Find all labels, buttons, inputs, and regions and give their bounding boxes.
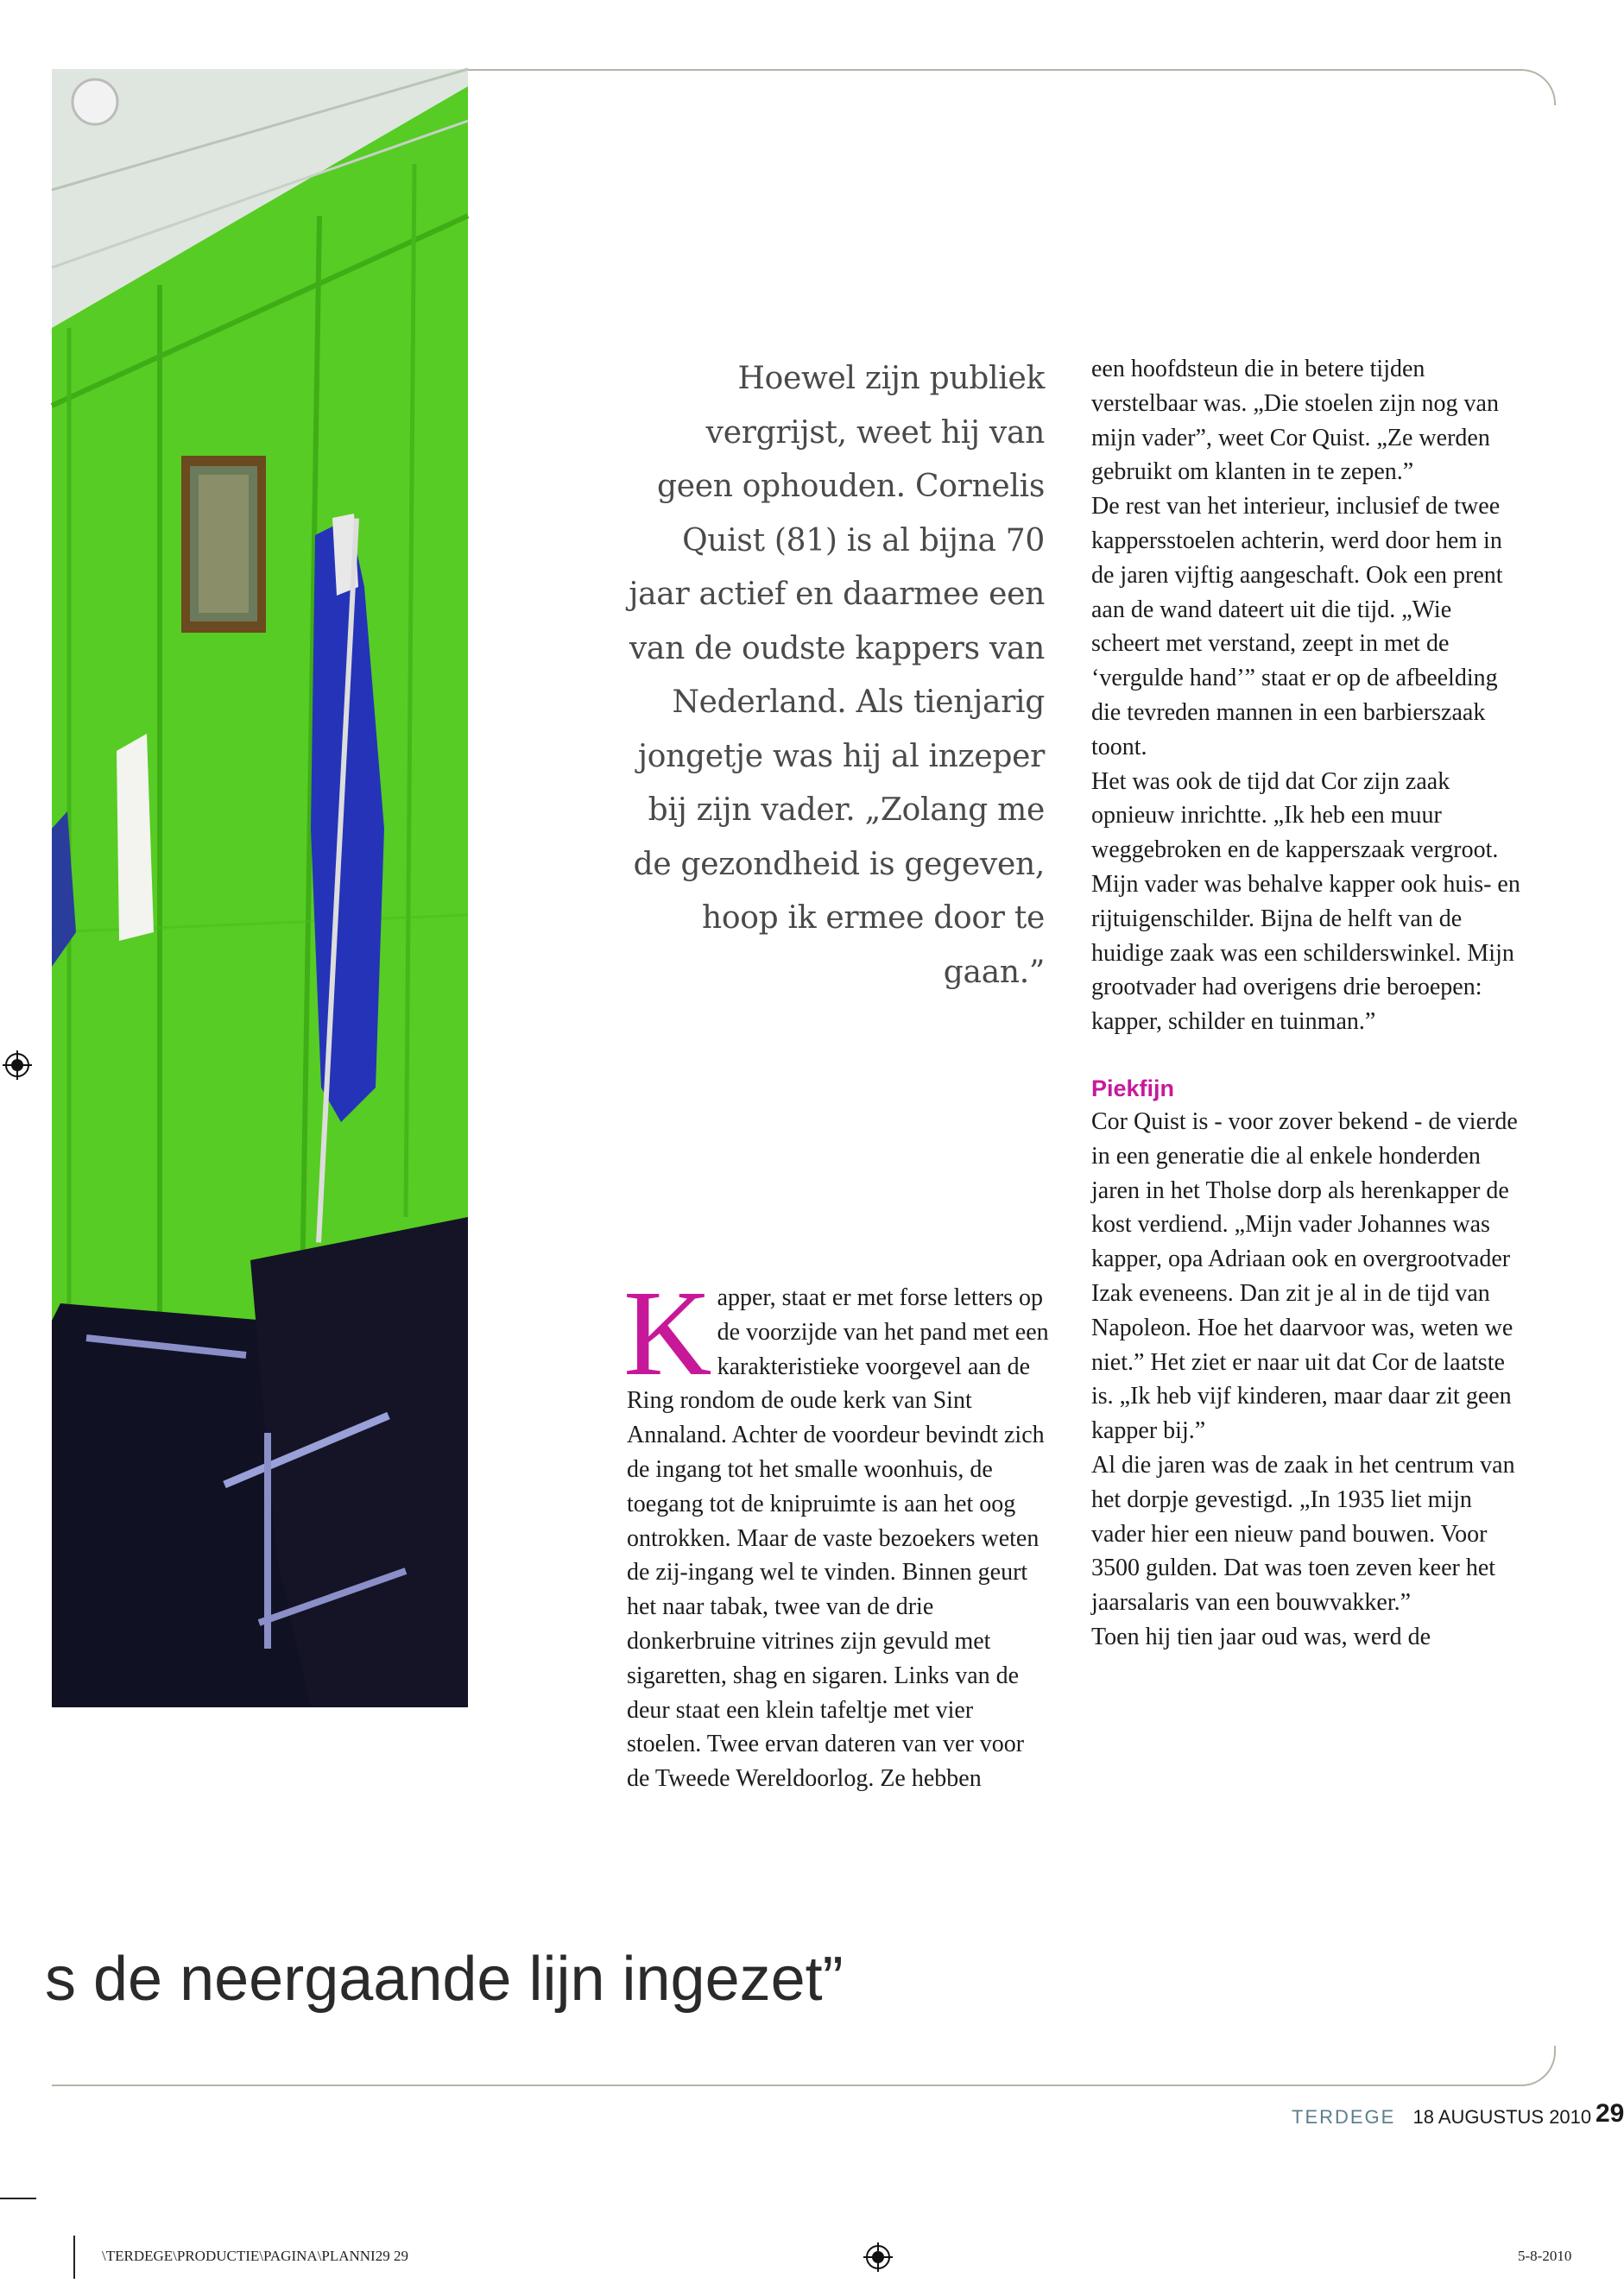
- pull-quote: Hoewel zijn publiek vergrijst, weet hij van geen ophouden. Cornelis Quist (81) is al bijna 70 jaar actief en daarmee een van de oudste kappers van Nederland. Als tienjarig jongetje was hij al inzeper bij zijn vader. „Zolang me de gezondheid is gegeven, hoop ik ermee door te gaan.”: [629, 361, 1045, 990]
- article-paragraph: Al die jaren was de zaak in het centrum van het dorpje gevestigd. „In 1935 liet mijn vader hier een nieuw pand bouwen. Voor 3500 gulden. Dat was toen zeven keer het jaarsalaris van een bouwvakker.”: [1091, 1451, 1515, 1617]
- page-frame-bottom: [52, 2046, 1556, 2086]
- article-paragraph: een hoofdsteun die in betere tijden verstelbaar was. „Die stoelen zijn nog van mijn vader”, weet Cor Quist. „Ze werden gebruikt om klanten in te zepen.”: [1091, 356, 1499, 486]
- magazine-name: TERDEGE: [1292, 2106, 1396, 2128]
- crop-mark: [73, 2236, 75, 2279]
- print-slug-path: \TERDEGE\PRODUCTIE\PAGINA\PLANNI29 29: [102, 2248, 408, 2264]
- page-folio: [1292, 2099, 1624, 2130]
- barbershop-photo: [52, 69, 468, 1707]
- issue-date: 18 AUGUSTUS 2010: [1412, 2106, 1592, 2128]
- article-paragraph: Cor Quist is - voor zover bekend - de vierde in een generatie die al enkele honderden jaren in het Tholse dorp als herenkapper de kost verdiend. „Mijn vader Johannes was kapper, opa Adriaan ook en overgrootvader Izak eveneens. Dan zit je al in de tijd van Napoleon. Hoe het daarvoor was, weten we niet.” Het ziet er naar uit dat Cor de laatste is. „Ik heb vijf kinderen, maar daar zit geen kapper bij.”: [1091, 1107, 1518, 1445]
- article-paragraph: Toen hij tien jaar oud was, werd de: [1091, 1623, 1431, 1650]
- headline: de neergaande lijn ingezet”: [93, 1945, 844, 2014]
- crop-mark: [0, 2198, 36, 2199]
- article-column-right: [1091, 352, 1523, 1655]
- article-column-left: [623, 1265, 1050, 1796]
- headline-fragment: s: [45, 1945, 76, 2014]
- page-number: 29: [1596, 2099, 1624, 2128]
- section-subhead: Piekfijn: [1091, 1075, 1175, 1101]
- print-slug-date: 5-8-2010: [1518, 2248, 1572, 2264]
- article-paragraph: Het was ook de tijd dat Cor zijn zaak opnieuw inrichtte. „Ik heb een muur weggebroken en de kapperszaak vergroot. Mijn vader was behalve kapper ook huis- en rijtuigenschilder. Bijna de helft van de huidige zaak was een schilderswinkel. Mijn grootvader had overigens drie beroepen: kapper, schilder en tuinman.”: [1091, 767, 1520, 1036]
- article-paragraph: apper, staat er met forse letters op de voorzijde van het pand met een karakteristieke voorgevel aan de Ring rondom de oude kerk van Sint Annaland. Achter de voordeur bevindt zich de ingang tot het smalle woonhuis, de toegang tot de knipruimte is aan het oog ontrokken. Maar de vaste bezoekers weten de zij-ingang wel te vinden. Binnen geurt het naar tabak, twee van de drie donkerbruine vitrines zijn gevuld met sigaretten, shag en sigaren. Links van de deur staat een klein tafeltje met vier stoelen. Twee ervan dateren van ver voor de Tweede Wereldoorlog. Ze hebben: [627, 1284, 1049, 1793]
- registration-mark-icon: [863, 2242, 893, 2272]
- drop-cap: K: [623, 1265, 712, 1401]
- registration-mark-icon: [3, 1050, 32, 1080]
- article-paragraph: De rest van het interieur, inclusief de twee kappersstoelen achterin, werd door hem in de jaren vijftig aangeschaft. Ook een prent aan de wand dateert uit die tijd. „Wie scheert met verstand, zeept in met de ‘vergulde hand’” staat er op de afbeelding die tevreden mannen in een barbierszaak toont.: [1091, 493, 1503, 760]
